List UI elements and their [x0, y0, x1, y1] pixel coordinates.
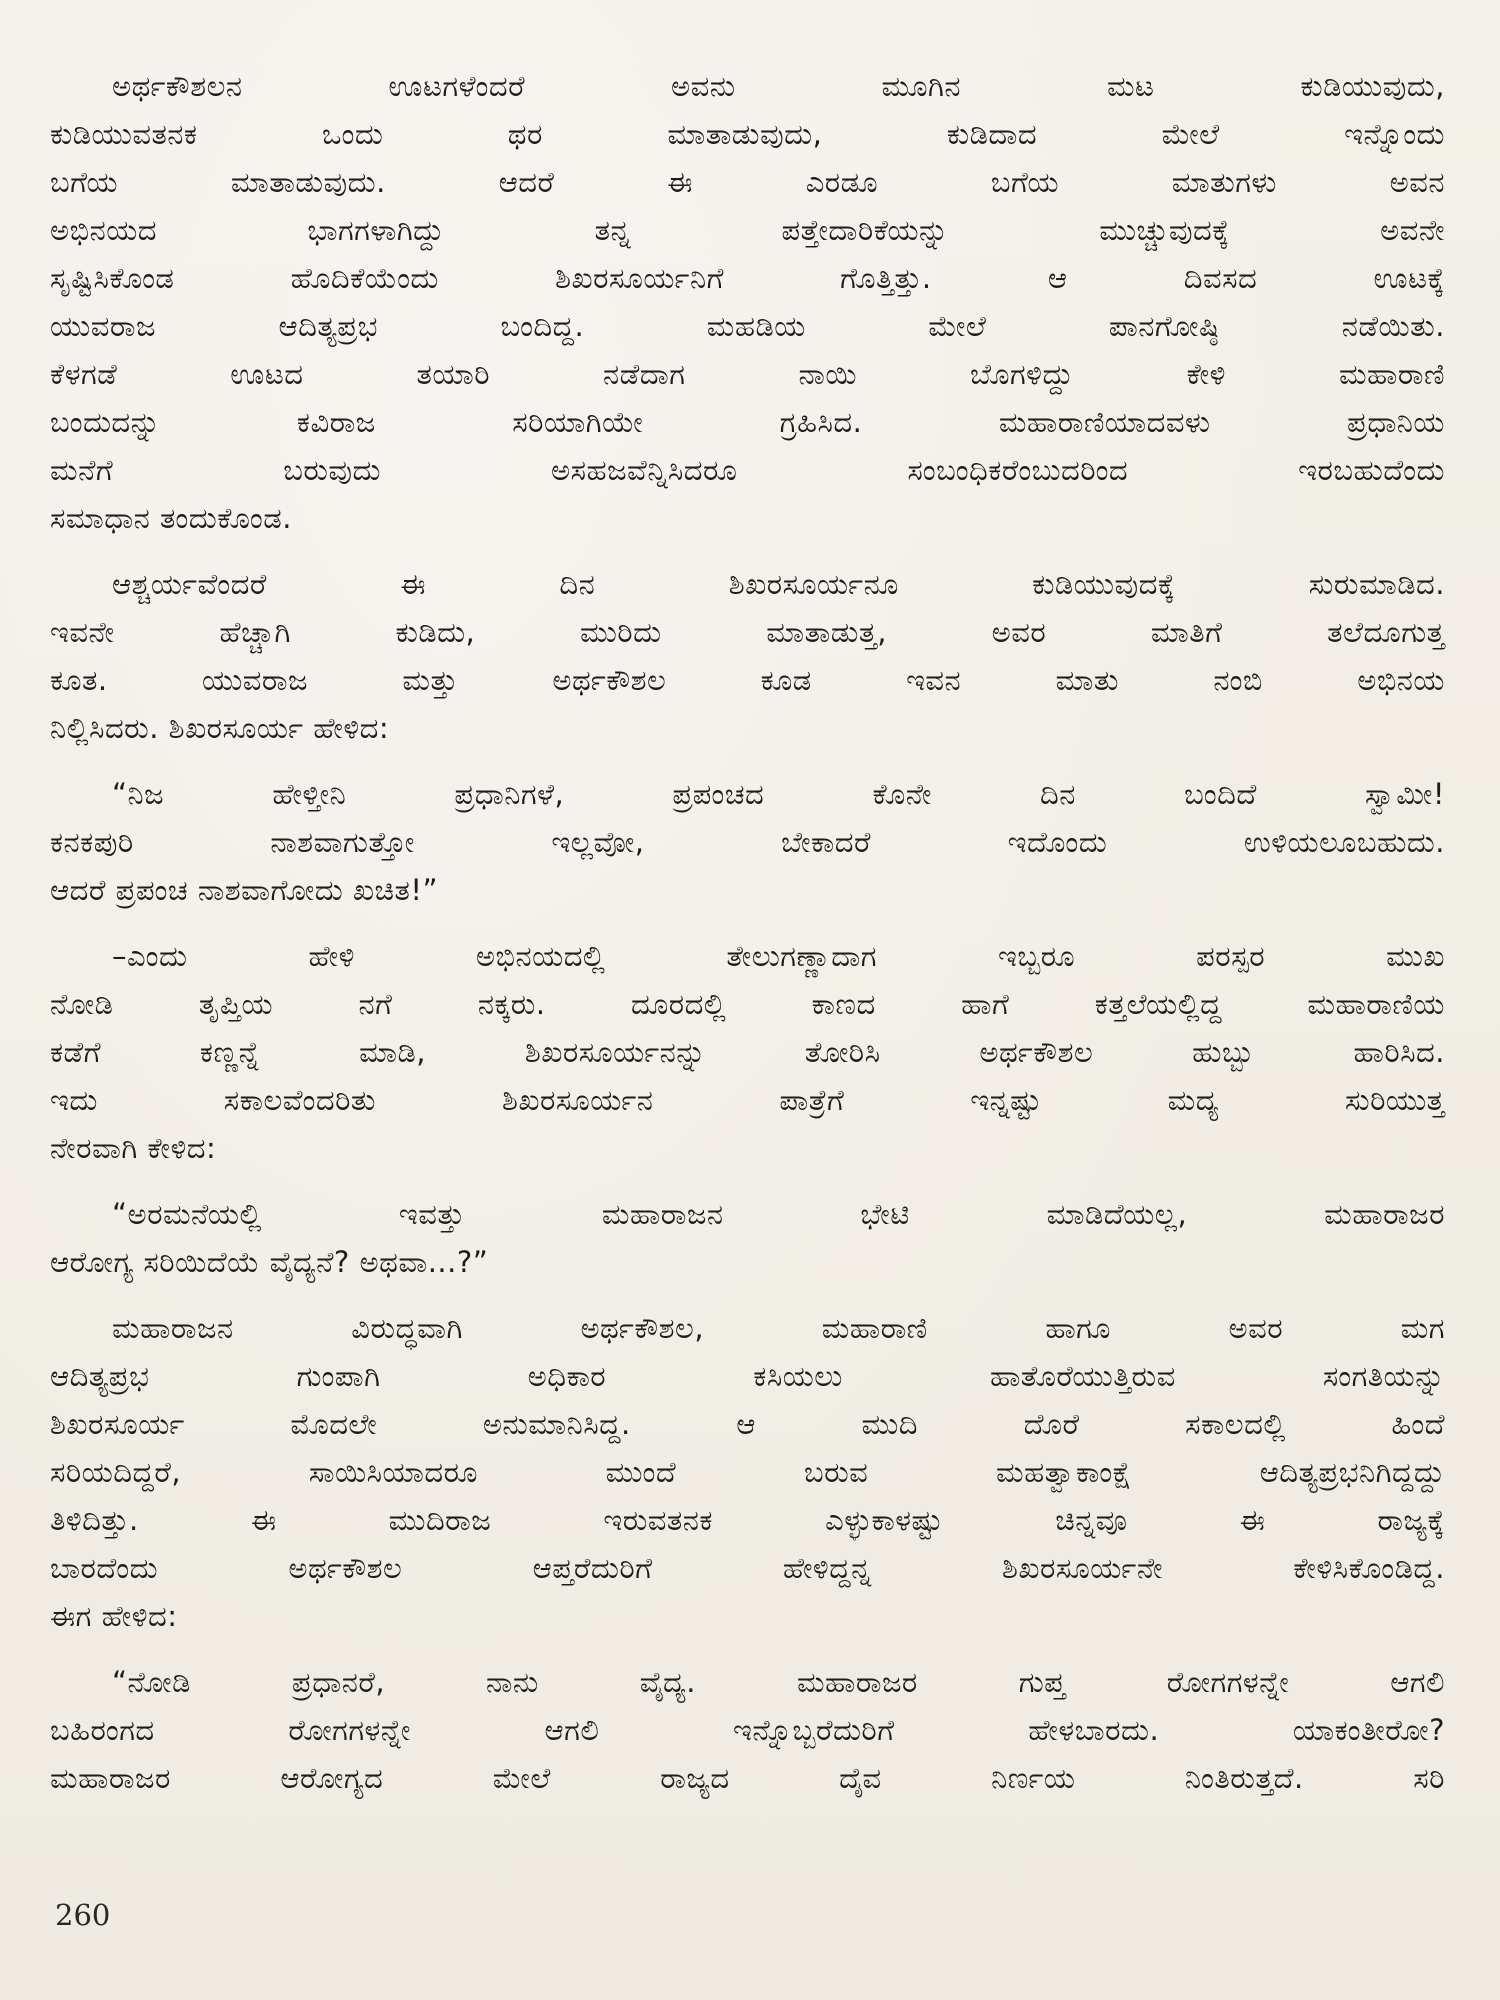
body-text	[50, 62, 1445, 1820]
paragraph	[50, 560, 1445, 752]
text-line: ಕನಕಪುರಿ ನಾಶವಾಗುತ್ತೋ ಇಲ್ಲವೋ, ಬೇಕಾದರೆ ಇದೊಂದು ಉಳಿಯಲೂಬಹುದು.	[50, 825, 1445, 859]
paragraph	[50, 62, 1445, 542]
text-line: ಬಗೆಯ ಮಾತಾಡುವುದು. ಆದರೆ ಈ ಎರಡೂ ಬಗೆಯ ಮಾತುಗಳು ಅವನ	[50, 165, 1445, 199]
text-line: “ನಿಜ ಹೇಳ್ತೀನಿ ಪ್ರಧಾನಿಗಳೆ, ಪ್ರಪಂಚದ ಕೊನೇ ದಿನ ಬಂದಿದೆ ಸ್ವಾಮೀ!	[112, 777, 1445, 811]
page-number: 260	[55, 1898, 111, 1932]
text-line: ಅಭಿನಯದ ಭಾಗಗಳಾಗಿದ್ದು ತನ್ನ ಪತ್ತೇದಾರಿಕೆಯನ್ನು ಮುಚ್ಚುವುದಕ್ಕೆ ಅವನೇ	[50, 213, 1445, 247]
text-line: ಆದಿತ್ಯಪ್ರಭ ಗುಂಪಾಗಿ ಅಧಿಕಾರ ಕಸಿಯಲು ಹಾತೊರೆಯುತ್ತಿರುವ ಸಂಗತಿಯನ್ನು	[50, 1359, 1445, 1393]
text-line: “ನೋಡಿ ಪ್ರಧಾನರೆ, ನಾನು ವೈದ್ಯ. ಮಹಾರಾಜರ ಗುಪ್ತ ರೋಗಗಳನ್ನೇ ಆಗಲಿ	[112, 1665, 1445, 1699]
text-line: ಈಗ ಹೇಳಿದ:	[50, 1599, 178, 1633]
text-line: ಇವನೇ ಹೆಚ್ಚಾಗಿ ಕುಡಿದು, ಮುರಿದು ಮಾತಾಡುತ್ತ, ಅವರ ಮಾತಿಗೆ ತಲೆದೂಗುತ್ತ	[50, 615, 1445, 649]
paragraph	[50, 770, 1445, 914]
text-line: ಬಾರದೆಂದು ಅರ್ಥಕೌಶಲ ಆಪ್ತರೆದುರಿಗೆ ಹೇಳಿದ್ದನ್ನ ಶಿಖರಸೂರ್ಯನೇ ಕೇಳಿಸಿಕೊಂಡಿದ್ದ.	[50, 1551, 1445, 1585]
paragraph	[50, 1658, 1445, 1802]
text-line: “ಅರಮನೆಯಲ್ಲಿ ಇವತ್ತು ಮಹಾರಾಜನ ಭೇಟಿ ಮಾಡಿದೆಯಲ್ಲ, ಮಹಾರಾಜರ	[112, 1197, 1445, 1231]
text-line: ಕೂತ. ಯುವರಾಜ ಮತ್ತು ಅರ್ಥಕೌಶಲ ಕೂಡ ಇವನ ಮಾತು ನಂಬಿ ಅಭಿನಯ	[50, 663, 1445, 697]
text-line: ಯುವರಾಜ ಆದಿತ್ಯಪ್ರಭ ಬಂದಿದ್ದ. ಮಹಡಿಯ ಮೇಲೆ ಪಾನಗೋಷ್ಠಿ ನಡೆಯಿತು.	[50, 309, 1445, 343]
paragraph	[50, 1190, 1445, 1286]
text-line: ಕೆಳಗಡೆ ಊಟದ ತಯಾರಿ ನಡೆದಾಗ ನಾಯಿ ಬೊಗಳಿದ್ದು ಕೇಳಿ ಮಹಾರಾಣಿ	[50, 357, 1445, 391]
text-line: ಸಮಾಧಾನ ತಂದುಕೊಂಡ.	[50, 501, 292, 535]
paragraph	[50, 932, 1445, 1172]
text-line: ಆದರೆ ಪ್ರಪಂಚ ನಾಶವಾಗೋದು ಖಚಿತ!”	[50, 873, 439, 907]
text-line: ಕಡೆಗೆ ಕಣ್ಣನ್ನೆ ಮಾಡಿ, ಶಿಖರಸೂರ್ಯನನ್ನು ತೋರಿಸಿ ಅರ್ಥಕೌಶಲ ಹುಬ್ಬು ಹಾರಿಸಿದ.	[50, 1035, 1445, 1069]
paragraph	[50, 1304, 1445, 1640]
text-line: ಬಹಿರಂಗದ ರೋಗಗಳನ್ನೇ ಆಗಲಿ ಇನ್ನೊಬ್ಬರೆದುರಿಗೆ ಹೇಳಬಾರದು. ಯಾಕಂತೀರೋ?	[50, 1713, 1445, 1747]
text-line: ನಿಲ್ಲಿಸಿದರು. ಶಿಖರಸೂರ್ಯ ಹೇಳಿದ:	[50, 711, 390, 745]
text-line: –ಎಂದು ಹೇಳಿ ಅಭಿನಯದಲ್ಲಿ ತೇಲುಗಣ್ಣಾದಾಗ ಇಬ್ಬರೂ ಪರಸ್ಪರ ಮುಖ	[112, 939, 1445, 973]
text-line: ಇದು ಸಕಾಲವೆಂದರಿತು ಶಿಖರಸೂರ್ಯನ ಪಾತ್ರೆಗೆ ಇನ್ನಷ್ಟು ಮದ್ಯ ಸುರಿಯುತ್ತ	[50, 1083, 1445, 1117]
text-line: ಆರೋಗ್ಯ ಸರಿಯಿದೆಯೆ ವೈದ್ಯನೆ? ಅಥವಾ...?”	[50, 1245, 489, 1279]
text-line: ಮನೆಗೆ ಬರುವುದು ಅಸಹಜವೆನ್ನಿಸಿದರೂ ಸಂಬಂಧಿಕರೆಂಬುದರಿಂದ ಇರಬಹುದೆಂದು	[50, 453, 1445, 487]
text-line: ಸರಿಯದಿದ್ದರೆ, ಸಾಯಿಸಿಯಾದರೂ ಮುಂದೆ ಬರುವ ಮಹತ್ವಾಕಾಂಕ್ಷೆ ಆದಿತ್ಯಪ್ರಭನಿಗಿದ್ದದ್ದು	[50, 1455, 1445, 1489]
text-line: ನೋಡಿ ತೃಪ್ತಿಯ ನಗೆ ನಕ್ಕರು. ದೂರದಲ್ಲಿ ಕಾಣದ ಹಾಗೆ ಕತ್ತಲೆಯಲ್ಲಿದ್ದ ಮಹಾರಾಣಿಯ	[50, 987, 1445, 1021]
text-line: ಕುಡಿಯುವತನಕ ಒಂದು ಥರ ಮಾತಾಡುವುದು, ಕುಡಿದಾದ ಮೇಲೆ ಇನ್ನೊಂದು	[50, 117, 1445, 151]
text-line: ಬಂದುದನ್ನು ಕವಿರಾಜ ಸರಿಯಾಗಿಯೇ ಗ್ರಹಿಸಿದ. ಮಹಾರಾಣಿಯಾದವಳು ಪ್ರಧಾನಿಯ	[50, 405, 1445, 439]
text-line: ಮಹಾರಾಜನ ವಿರುದ್ಧವಾಗಿ ಅರ್ಥಕೌಶಲ, ಮಹಾರಾಣಿ ಹಾಗೂ ಅವರ ಮಗ	[112, 1311, 1445, 1345]
text-line: ನೇರವಾಗಿ ಕೇಳಿದ:	[50, 1131, 217, 1165]
text-line: ಸೃಷ್ಟಿಸಿಕೊಂಡ ಹೊದಿಕೆಯೆಂದು ಶಿಖರಸೂರ್ಯನಿಗೆ ಗೊತ್ತಿತ್ತು. ಆ ದಿವಸದ ಊಟಕ್ಕೆ	[50, 261, 1445, 295]
text-line: ಮಹಾರಾಜರ ಆರೋಗ್ಯದ ಮೇಲೆ ರಾಜ್ಯದ ದೈವ ನಿರ್ಣಯ ನಿಂತಿರುತ್ತದೆ. ಸರಿ	[50, 1761, 1445, 1795]
text-line: ಶಿಖರಸೂರ್ಯ ಮೊದಲೇ ಅನುಮಾನಿಸಿದ್ದ. ಆ ಮುದಿ ದೊರೆ ಸಕಾಲದಲ್ಲಿ ಹಿಂದೆ	[50, 1407, 1445, 1441]
text-line: ಅರ್ಥಕೌಶಲನ ಊಟಗಳೆಂದರೆ ಅವನು ಮೂಗಿನ ಮಟ ಕುಡಿಯುವುದು,	[112, 69, 1445, 103]
text-line: ತಿಳಿದಿತ್ತು. ಈ ಮುದಿರಾಜ ಇರುವತನಕ ಎಳ್ಳುಕಾಳಷ್ಟು ಚಿನ್ನವೂ ಈ ರಾಜ್ಯಕ್ಕೆ	[50, 1503, 1445, 1537]
text-line: ಆಶ್ಚರ್ಯವೆಂದರೆ ಈ ದಿನ ಶಿಖರಸೂರ್ಯನೂ ಕುಡಿಯುವುದಕ್ಕೆ ಸುರುಮಾಡಿದ.	[112, 567, 1445, 601]
